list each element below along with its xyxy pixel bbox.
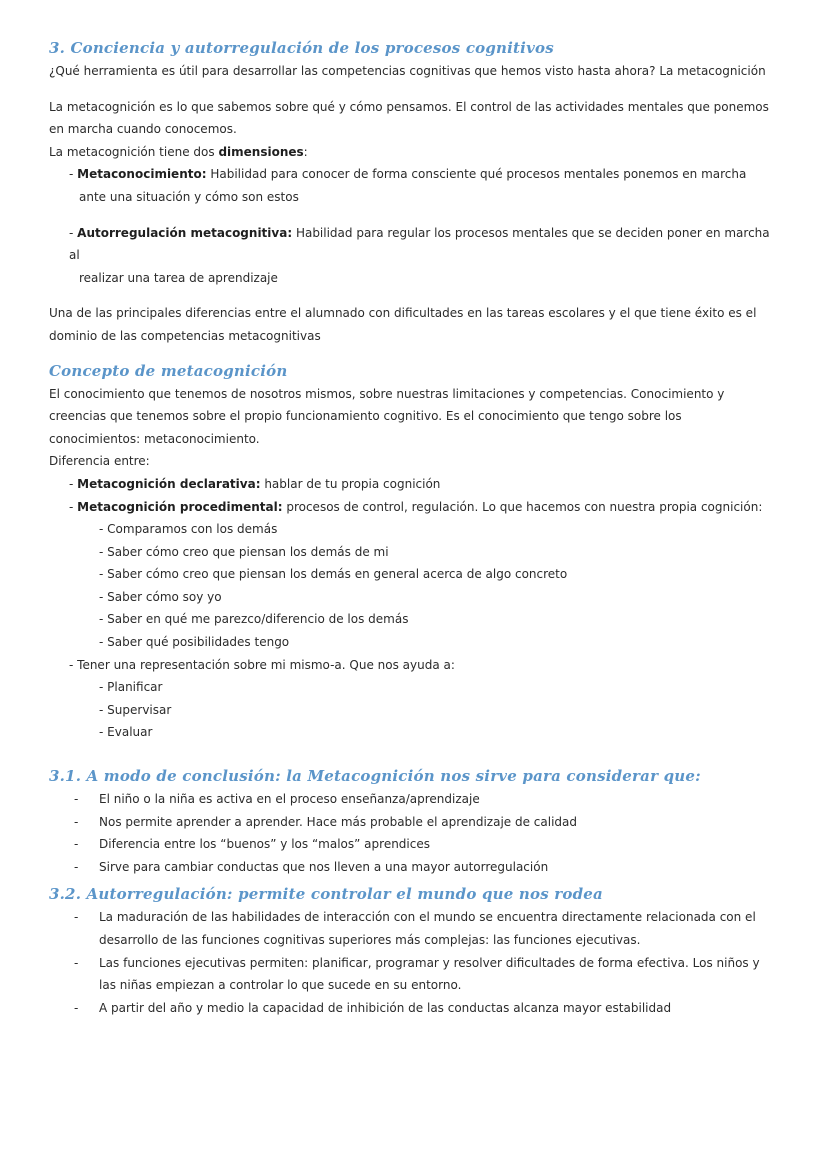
procedural-item: - Metacognición procedimental: procesos de control, regulación. Lo que hacemos con nuestra propia cognición: [69,499,763,514]
list-item: - Sirve para cambiar conductas que nos lleven a una mayor autorregulación [74,859,549,874]
list-item: - Planificar [99,680,163,695]
differences-line-1: Una de las principales diferencias entre el alumnado con dificultades en las tareas escolares y el que tiene éxito es el [49,306,757,321]
section-3-2-heading: 3.2. Autorregulación: permite controlar el mundo que nos rodea [49,885,603,904]
concept-line-1: El conocimiento que tenemos de nosotros mismos, sobre nuestras limitaciones y competencias. Conocimiento y [49,386,725,401]
representation-item: - Tener una representación sobre mi mismo-a. Que nos ayuda a: [69,657,455,672]
list-item: - La maduración de las habilidades de interacción con el mundo se encuentra directamente relacionada con el desarrollo de las funciones cognitivas superiores más complejas: las funciones ejecutivas. [74,910,756,947]
list-item: - El niño o la niña es activa en el proceso enseñanza/aprendizaje [74,792,480,807]
concept-heading: Concepto de metacognición [49,361,288,380]
list-item: - Saber cómo soy yo [99,589,222,604]
self-regulation-list [49,906,779,1019]
list-item: - Saber en qué me parezco/diferencio de los demás [99,612,409,627]
definition-line-1: La metacognición es lo que sabemos sobre qué y cómo pensamos. El control de las actividades mentales que ponemos [49,99,769,114]
list-item: - Supervisar [99,702,172,717]
list-item: - Saber cómo creo que piensan los demás en general acerca de algo concreto [99,567,568,582]
dimension-metaconocimiento: - Metaconocimiento: Habilidad para conocer de forma consciente qué procesos mentales ponemos en marcha ante una situación y cómo son estos [69,167,747,204]
list-item: - Evaluar [99,725,153,740]
list-item: - Nos permite aprender a aprender. Hace más probable el aprendizaje de calidad [74,814,578,829]
dimension-autorregulacion: - Autorregulación metacognitiva: Habilidad para regular los procesos mentales que se deciden poner en marcha al realizar una tarea de aprendizaje [69,225,770,285]
list-item: - Diferencia entre los “buenos” y los “malos” aprendices [74,837,430,852]
list-item: - Comparamos con los demás [99,522,278,537]
declarative-item: - Metacognición declarativa: hablar de tu propia cognición [69,476,441,491]
list-item: - A partir del año y medio la capacidad de inhibición de las conductas alcanza mayor estabilidad [74,1000,672,1015]
document-page [49,36,779,1019]
section-3-intro: ¿Qué herramienta es útil para desarrollar las competencias cognitivas que hemos visto hasta ahora? La metacognición [49,64,766,78]
definition-line-2: en marcha cuando conocemos. [49,122,237,137]
section-3-heading: 3. Conciencia y autorregulación de los procesos cognitivos [49,39,554,57]
differences-line-2: dominio de las competencias metacognitivas [49,328,321,343]
difference-intro: Diferencia entre: [49,454,150,469]
section-3-1-heading: 3.1. A modo de conclusión: la Metacognición nos sirve para considerar que: [49,767,701,786]
conclusion-list [49,788,779,878]
concept-line-2: creencias que tenemos sobre el propio funcionamiento cognitivo. Es el conocimiento que tengo sobre los [49,409,682,424]
dimensions-intro: La metacognición tiene dos dimensiones: [49,144,308,159]
list-item: - Saber cómo creo que piensan los demás de mi [99,544,389,559]
list-item: - Saber qué posibilidades tengo [99,635,290,650]
list-item: - Las funciones ejecutivas permiten: planificar, programar y resolver dificultades de forma efectiva. Los niños y las niñas empiezan a controlar lo que sucede en su entorno. [74,955,760,993]
concept-line-3: conocimientos: metaconocimiento. [49,431,260,446]
